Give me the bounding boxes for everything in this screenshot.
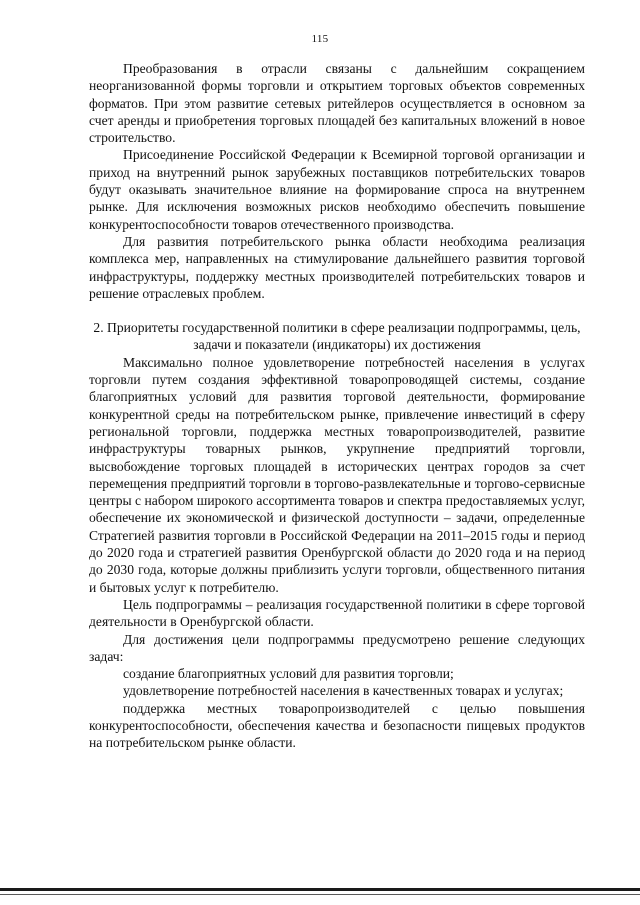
page-number: 115 [311, 33, 329, 45]
intro-paragraph-1: Преобразования в отрасли связаны с дальнейшим сокращением неорганизованной формы торговли и открытием торговых объектов современных форматов. При этом развитие сетевых ритейлеров осуществляется в основном за счет аренды и приобретения торговых площадей без капитальных вложений в новое строительство. [89, 61, 585, 146]
section-paragraph-2: Цель подпрограммы – реализация государственной политики в сфере торговой деятельности в Оренбургской области. [89, 596, 585, 630]
scan-bottom-edge-thin [0, 894, 640, 895]
section-spacer [89, 302, 585, 319]
scan-bottom-edge [0, 888, 640, 891]
section-paragraph-1: Максимально полное удовлетворение потребностей населения в услугах торговли путем создания эффективной товаропроводящей системы, создание благоприятных условий для развития торговой деятельности, формирование конкурентной среды на потребительском рынке, привлечение инвестиций в сферу региональной торговли, поддержка местных товаропроизводителей, развитие инфраструктуры товарных рынков, укрупнение предприятий торговли, высвобождение торговых площадей в исторических центрах городов за счет перемещения предприятий торговли в торгово-развлекательные и торгово-сервисные центры с набором широкого ассортимента товаров и спектра предоставляемых услуг, обеспечение их экономической и физической доступности – задачи, определенные Стратегией развития торговли в Российской Федерации на 2011–2015 годы и период до 2020 года и стратегией развития Оренбургской области до 2020 года и на период до 2030 года, которые должны приблизить услуги торговли, общественного питания и бытовых услуг к потребителю. [89, 354, 585, 595]
task-item-1: создание благоприятных условий для развития торговли; [123, 666, 454, 682]
task-item-3: поддержка местных товаропроизводителей с целью повышения конкурентоспособности, обеспечения качества и безопасности пищевых продуктов на потребительском рынке области. [89, 700, 585, 751]
task-item-2: удовлетворение потребностей населения в качественных товарах и услугах; [123, 683, 564, 699]
section-paragraph-3: Для достижения цели подпрограммы предусмотрено решение следующих задач: [89, 631, 585, 664]
intro-paragraph-3: Для развития потребительского рынка области необходима реализация комплекса мер, направленных на стимулирование дальнейшего развития торговой инфраструктуры, поддержку местных производителей потребительских товаров и решение отраслевых проблем. [89, 233, 585, 301]
section-heading: 2. Приоритеты государственной политики в сфере реализации подпрограммы, цель, задачи и показатели (индикаторы) их достижения [93, 320, 581, 353]
page-content [89, 60, 585, 752]
intro-paragraph-2: Присоединение Российской Федерации к Всемирной торговой организации и приход на внутренний рынок зарубежных поставщиков потребительских товаров будут оказывать значительное влияние на формирование спроса на внутреннем рынке. Для исключения возможных рисков необходимо обеспечить повышение конкурентоспособности товаров отечественного производства. [89, 147, 585, 232]
